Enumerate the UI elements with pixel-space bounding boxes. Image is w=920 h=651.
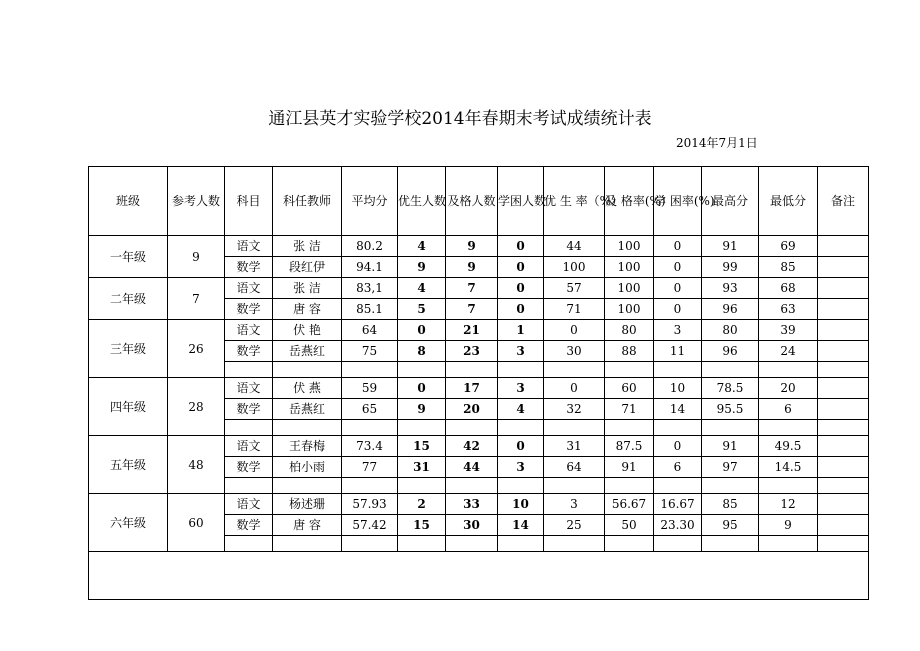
struggle-cell: 14 (498, 515, 544, 536)
note-cell (818, 494, 869, 515)
pass-rate-cell: 91 (605, 457, 654, 478)
empty-cell (342, 536, 398, 552)
grade-cell: 五年级 (89, 436, 168, 494)
note-cell (818, 457, 869, 478)
struggle-cell: 0 (498, 299, 544, 320)
footer-empty-cell (89, 552, 869, 600)
max-cell: 80 (702, 320, 759, 341)
empty-cell (605, 362, 654, 378)
teacher-cell: 张 洁 (273, 278, 342, 299)
pass-cell: 9 (446, 257, 498, 278)
note-cell (818, 236, 869, 257)
count-cell: 7 (168, 278, 225, 320)
subject-cell: 数学 (225, 399, 273, 420)
struggle-rate-cell: 10 (654, 378, 702, 399)
teacher-cell: 岳燕红 (273, 399, 342, 420)
empty-cell (225, 362, 273, 378)
struggle-cell: 0 (498, 236, 544, 257)
teacher-cell: 张 洁 (273, 236, 342, 257)
excellent-cell: 15 (398, 436, 446, 457)
empty-cell (398, 536, 446, 552)
empty-cell (273, 478, 342, 494)
min-cell: 39 (759, 320, 818, 341)
excellent-rate-cell: 25 (544, 515, 605, 536)
header-teacher: 科任教师 (273, 167, 342, 236)
struggle-rate-cell: 3 (654, 320, 702, 341)
pass-rate-cell: 80 (605, 320, 654, 341)
excellent-cell: 0 (398, 378, 446, 399)
excellent-cell: 31 (398, 457, 446, 478)
empty-cell (818, 420, 869, 436)
empty-cell (225, 420, 273, 436)
avg-cell: 80.2 (342, 236, 398, 257)
pass-cell: 17 (446, 378, 498, 399)
min-cell: 14.5 (759, 457, 818, 478)
struggle-rate-cell: 0 (654, 299, 702, 320)
struggle-cell: 0 (498, 278, 544, 299)
count-cell: 60 (168, 494, 225, 552)
excellent-rate-cell: 0 (544, 378, 605, 399)
struggle-rate-cell: 6 (654, 457, 702, 478)
empty-cell (759, 420, 818, 436)
min-cell: 12 (759, 494, 818, 515)
page-title: 通江县英才实验学校2014年春期末考试成绩统计表 (268, 109, 652, 129)
empty-cell (446, 478, 498, 494)
pass-cell: 21 (446, 320, 498, 341)
excellent-rate-cell: 64 (544, 457, 605, 478)
empty-cell (702, 478, 759, 494)
empty-cell (544, 420, 605, 436)
empty-cell (759, 536, 818, 552)
min-cell: 6 (759, 399, 818, 420)
note-cell (818, 278, 869, 299)
score-table (88, 166, 869, 600)
teacher-cell: 唐 容 (273, 299, 342, 320)
empty-cell (654, 478, 702, 494)
empty-cell (342, 420, 398, 436)
max-cell: 91 (702, 436, 759, 457)
excellent-rate-cell: 71 (544, 299, 605, 320)
count-cell: 26 (168, 320, 225, 378)
avg-cell: 64 (342, 320, 398, 341)
excellent-cell: 2 (398, 494, 446, 515)
header-struggle: 学困人数 (498, 167, 544, 236)
pass-rate-cell: 56.67 (605, 494, 654, 515)
max-cell: 78.5 (702, 378, 759, 399)
empty-cell (605, 478, 654, 494)
table-row (89, 494, 869, 515)
pass-cell: 7 (446, 299, 498, 320)
empty-cell (759, 362, 818, 378)
subject-cell: 数学 (225, 299, 273, 320)
avg-cell: 77 (342, 457, 398, 478)
empty-cell (759, 478, 818, 494)
struggle-cell: 3 (498, 378, 544, 399)
subject-cell: 数学 (225, 515, 273, 536)
footer-row (89, 552, 869, 600)
empty-cell (273, 362, 342, 378)
note-cell (818, 299, 869, 320)
excellent-cell: 9 (398, 399, 446, 420)
empty-cell (225, 478, 273, 494)
subject-cell: 语文 (225, 494, 273, 515)
empty-cell (702, 362, 759, 378)
header-count: 参考人数 (168, 167, 225, 236)
avg-cell: 83,1 (342, 278, 398, 299)
empty-cell (702, 420, 759, 436)
avg-cell: 65 (342, 399, 398, 420)
avg-cell: 57.42 (342, 515, 398, 536)
pass-rate-cell: 50 (605, 515, 654, 536)
teacher-cell: 柏小雨 (273, 457, 342, 478)
avg-cell: 75 (342, 341, 398, 362)
struggle-rate-cell: 0 (654, 436, 702, 457)
note-cell (818, 341, 869, 362)
pass-rate-cell: 100 (605, 278, 654, 299)
header-note: 备注 (818, 167, 869, 236)
header-row (89, 167, 869, 236)
pass-rate-cell: 100 (605, 236, 654, 257)
empty-cell (273, 536, 342, 552)
excellent-cell: 8 (398, 341, 446, 362)
subject-cell: 语文 (225, 278, 273, 299)
max-cell: 96 (702, 299, 759, 320)
struggle-rate-cell: 14 (654, 399, 702, 420)
empty-cell (654, 536, 702, 552)
note-cell (818, 257, 869, 278)
max-cell: 99 (702, 257, 759, 278)
grade-cell: 二年级 (89, 278, 168, 320)
struggle-cell: 4 (498, 399, 544, 420)
pass-cell: 23 (446, 341, 498, 362)
count-cell: 9 (168, 236, 225, 278)
pass-rate-cell: 71 (605, 399, 654, 420)
table-row (89, 320, 869, 341)
empty-cell (605, 420, 654, 436)
empty-cell (446, 420, 498, 436)
excellent-rate-cell: 0 (544, 320, 605, 341)
grade-cell: 一年级 (89, 236, 168, 278)
teacher-cell: 唐 容 (273, 515, 342, 536)
empty-cell (544, 536, 605, 552)
pass-rate-cell: 60 (605, 378, 654, 399)
empty-cell (398, 420, 446, 436)
avg-cell: 57.93 (342, 494, 398, 515)
grade-cell: 三年级 (89, 320, 168, 378)
subject-cell: 语文 (225, 378, 273, 399)
min-cell: 63 (759, 299, 818, 320)
note-cell (818, 399, 869, 420)
header-max: 最高分 (702, 167, 759, 236)
excellent-cell: 4 (398, 278, 446, 299)
teacher-cell: 王春梅 (273, 436, 342, 457)
subject-cell: 数学 (225, 457, 273, 478)
min-cell: 20 (759, 378, 818, 399)
min-cell: 9 (759, 515, 818, 536)
pass-cell: 9 (446, 236, 498, 257)
subject-cell: 数学 (225, 257, 273, 278)
struggle-rate-cell: 16.67 (654, 494, 702, 515)
avg-cell: 73.4 (342, 436, 398, 457)
max-cell: 93 (702, 278, 759, 299)
empty-cell (498, 478, 544, 494)
max-cell: 95.5 (702, 399, 759, 420)
struggle-cell: 0 (498, 257, 544, 278)
empty-cell (605, 536, 654, 552)
struggle-rate-cell: 23.30 (654, 515, 702, 536)
min-cell: 85 (759, 257, 818, 278)
empty-cell (398, 362, 446, 378)
struggle-rate-cell: 0 (654, 236, 702, 257)
excellent-rate-cell: 3 (544, 494, 605, 515)
empty-cell (446, 362, 498, 378)
header-subject: 科目 (225, 167, 273, 236)
subject-cell: 语文 (225, 320, 273, 341)
empty-cell (342, 478, 398, 494)
pass-rate-cell: 87.5 (605, 436, 654, 457)
excellent-rate-cell: 31 (544, 436, 605, 457)
header-pass: 及格人数 (446, 167, 498, 236)
pass-cell: 44 (446, 457, 498, 478)
pass-rate-cell: 100 (605, 299, 654, 320)
empty-cell (498, 420, 544, 436)
excellent-cell: 15 (398, 515, 446, 536)
excellent-rate-cell: 30 (544, 341, 605, 362)
header-min: 最低分 (759, 167, 818, 236)
struggle-rate-cell: 11 (654, 341, 702, 362)
empty-cell (702, 536, 759, 552)
subject-cell: 语文 (225, 436, 273, 457)
empty-cell (498, 362, 544, 378)
table-row (89, 378, 869, 399)
excellent-cell: 4 (398, 236, 446, 257)
avg-cell: 59 (342, 378, 398, 399)
avg-cell: 85.1 (342, 299, 398, 320)
teacher-cell: 岳燕红 (273, 341, 342, 362)
table-row (89, 436, 869, 457)
table-row (89, 278, 869, 299)
teacher-cell: 杨述珊 (273, 494, 342, 515)
min-cell: 49.5 (759, 436, 818, 457)
teacher-cell: 段红伊 (273, 257, 342, 278)
min-cell: 24 (759, 341, 818, 362)
empty-cell (498, 536, 544, 552)
excellent-rate-cell: 32 (544, 399, 605, 420)
avg-cell: 94.1 (342, 257, 398, 278)
max-cell: 96 (702, 341, 759, 362)
excellent-rate-cell: 100 (544, 257, 605, 278)
struggle-rate-cell: 0 (654, 278, 702, 299)
pass-cell: 42 (446, 436, 498, 457)
excellent-cell: 0 (398, 320, 446, 341)
pass-cell: 20 (446, 399, 498, 420)
max-cell: 97 (702, 457, 759, 478)
note-cell (818, 378, 869, 399)
max-cell: 95 (702, 515, 759, 536)
empty-cell (654, 362, 702, 378)
struggle-cell: 3 (498, 341, 544, 362)
grade-cell: 四年级 (89, 378, 168, 436)
empty-cell (654, 420, 702, 436)
header-excellent-rate: 优 生 率（%） (544, 167, 605, 236)
header-pass-rate: 及 格率(%) (605, 167, 654, 236)
subject-cell: 数学 (225, 341, 273, 362)
header-excellent: 优生人数 (398, 167, 446, 236)
empty-cell (544, 478, 605, 494)
count-cell: 28 (168, 378, 225, 436)
empty-cell (818, 362, 869, 378)
excellent-rate-cell: 57 (544, 278, 605, 299)
empty-cell (225, 536, 273, 552)
grade-cell: 六年级 (89, 494, 168, 552)
max-cell: 85 (702, 494, 759, 515)
note-cell (818, 320, 869, 341)
pass-cell: 30 (446, 515, 498, 536)
empty-cell (818, 536, 869, 552)
min-cell: 68 (759, 278, 818, 299)
empty-cell (342, 362, 398, 378)
header-avg: 平均分 (342, 167, 398, 236)
teacher-cell: 伏 燕 (273, 378, 342, 399)
struggle-cell: 10 (498, 494, 544, 515)
teacher-cell: 伏 艳 (273, 320, 342, 341)
note-cell (818, 515, 869, 536)
struggle-cell: 1 (498, 320, 544, 341)
empty-cell (544, 362, 605, 378)
pass-rate-cell: 100 (605, 257, 654, 278)
header-struggle-rate: 学 困率(%) (654, 167, 702, 236)
empty-cell (398, 478, 446, 494)
max-cell: 91 (702, 236, 759, 257)
report-date: 2014年7月1日 (676, 136, 758, 150)
subject-cell: 语文 (225, 236, 273, 257)
excellent-cell: 5 (398, 299, 446, 320)
struggle-cell: 3 (498, 457, 544, 478)
min-cell: 69 (759, 236, 818, 257)
header-grade: 班级 (89, 167, 168, 236)
struggle-cell: 0 (498, 436, 544, 457)
count-cell: 48 (168, 436, 225, 494)
struggle-rate-cell: 0 (654, 257, 702, 278)
empty-cell (273, 420, 342, 436)
pass-rate-cell: 88 (605, 341, 654, 362)
empty-cell (818, 478, 869, 494)
pass-cell: 33 (446, 494, 498, 515)
table-row (89, 236, 869, 257)
note-cell (818, 436, 869, 457)
excellent-rate-cell: 44 (544, 236, 605, 257)
pass-cell: 7 (446, 278, 498, 299)
excellent-cell: 9 (398, 257, 446, 278)
empty-cell (446, 536, 498, 552)
